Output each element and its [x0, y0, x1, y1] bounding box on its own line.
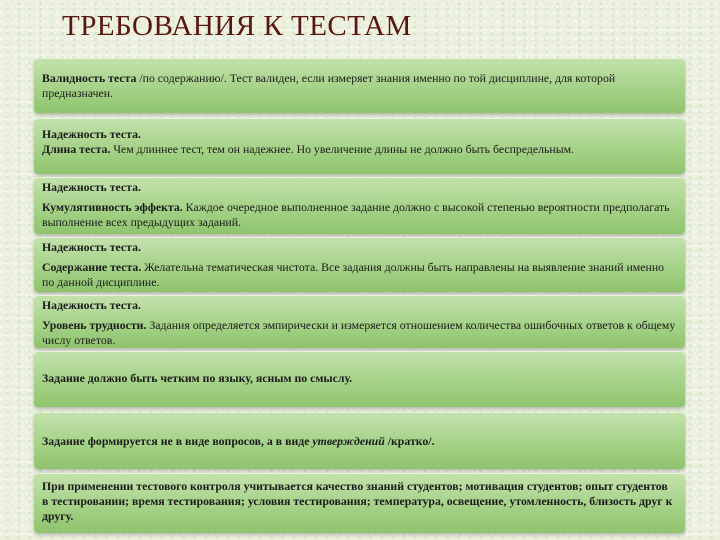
requirement-heading: Надежность теста.	[42, 127, 141, 141]
requirement-box-cumulative	[34, 177, 685, 234]
requirement-label: Длина теста.	[42, 142, 111, 156]
requirement-heading: Надежность теста.	[42, 180, 141, 194]
requirement-box-clarity	[34, 351, 685, 407]
requirement-text	[42, 142, 677, 157]
requirement-label: Содержание теста.	[42, 260, 142, 274]
requirement-description: /кратко/.	[384, 434, 435, 448]
requirement-text	[42, 200, 677, 230]
requirement-text	[42, 71, 677, 101]
requirement-text	[42, 260, 677, 290]
requirement-box-difficulty	[34, 295, 685, 348]
requirement-heading: Надежность теста.	[42, 298, 141, 312]
requirement-description: /по содержанию/. Тест валиден, если измеряет знания именно по той дисциплине, для которой предназначен.	[42, 71, 616, 100]
requirement-description: Задания определяется эмпирически и измеряется отношением количества ошибочных ответов к общему числу ответов.	[42, 318, 676, 347]
requirement-label: Валидность теста	[42, 71, 137, 85]
requirement-description: Желательна тематическая чистота. Все задания должны быть направлены на выявление знаний именно по данной дисциплине.	[42, 260, 665, 289]
requirement-description: Каждое очередное выполненное задание должно с высокой степенью вероятности предполагать выполнение всех предыдущих заданий.	[42, 200, 670, 229]
requirement-label: Кумулятивность эффекта.	[42, 200, 183, 214]
requirement-label: Уровень трудности.	[42, 318, 147, 332]
requirement-label: При применении тестового контроля учитывается качество знаний студентов; мотивация студентов; опыт студентов в тестировании; время тестирования; условия тестирования; температура, освещение, утомленность, близость друг к другу.	[42, 479, 673, 523]
requirement-heading: Надежность теста.	[42, 240, 141, 254]
requirement-box-content	[34, 237, 685, 292]
requirement-box-form	[34, 412, 685, 469]
requirement-box-conditions	[34, 473, 685, 533]
requirement-label: Задание должно быть четким по языку, ясным по смыслу.	[42, 371, 353, 385]
requirement-label: Задание формируется не в виде вопросов, а в виде	[42, 434, 313, 448]
requirement-emphasis: утверждений	[312, 434, 385, 448]
slide-title: ТРЕБОВАНИЯ К ТЕСТАМ	[62, 10, 412, 42]
requirement-description: Чем длиннее тест, тем он надежнее. Но увеличение длины не должно быть беспредельным.	[110, 142, 575, 156]
requirement-box-validity	[34, 58, 685, 113]
requirement-text	[42, 434, 677, 449]
requirement-text	[42, 318, 677, 348]
requirement-box-length	[34, 118, 685, 174]
